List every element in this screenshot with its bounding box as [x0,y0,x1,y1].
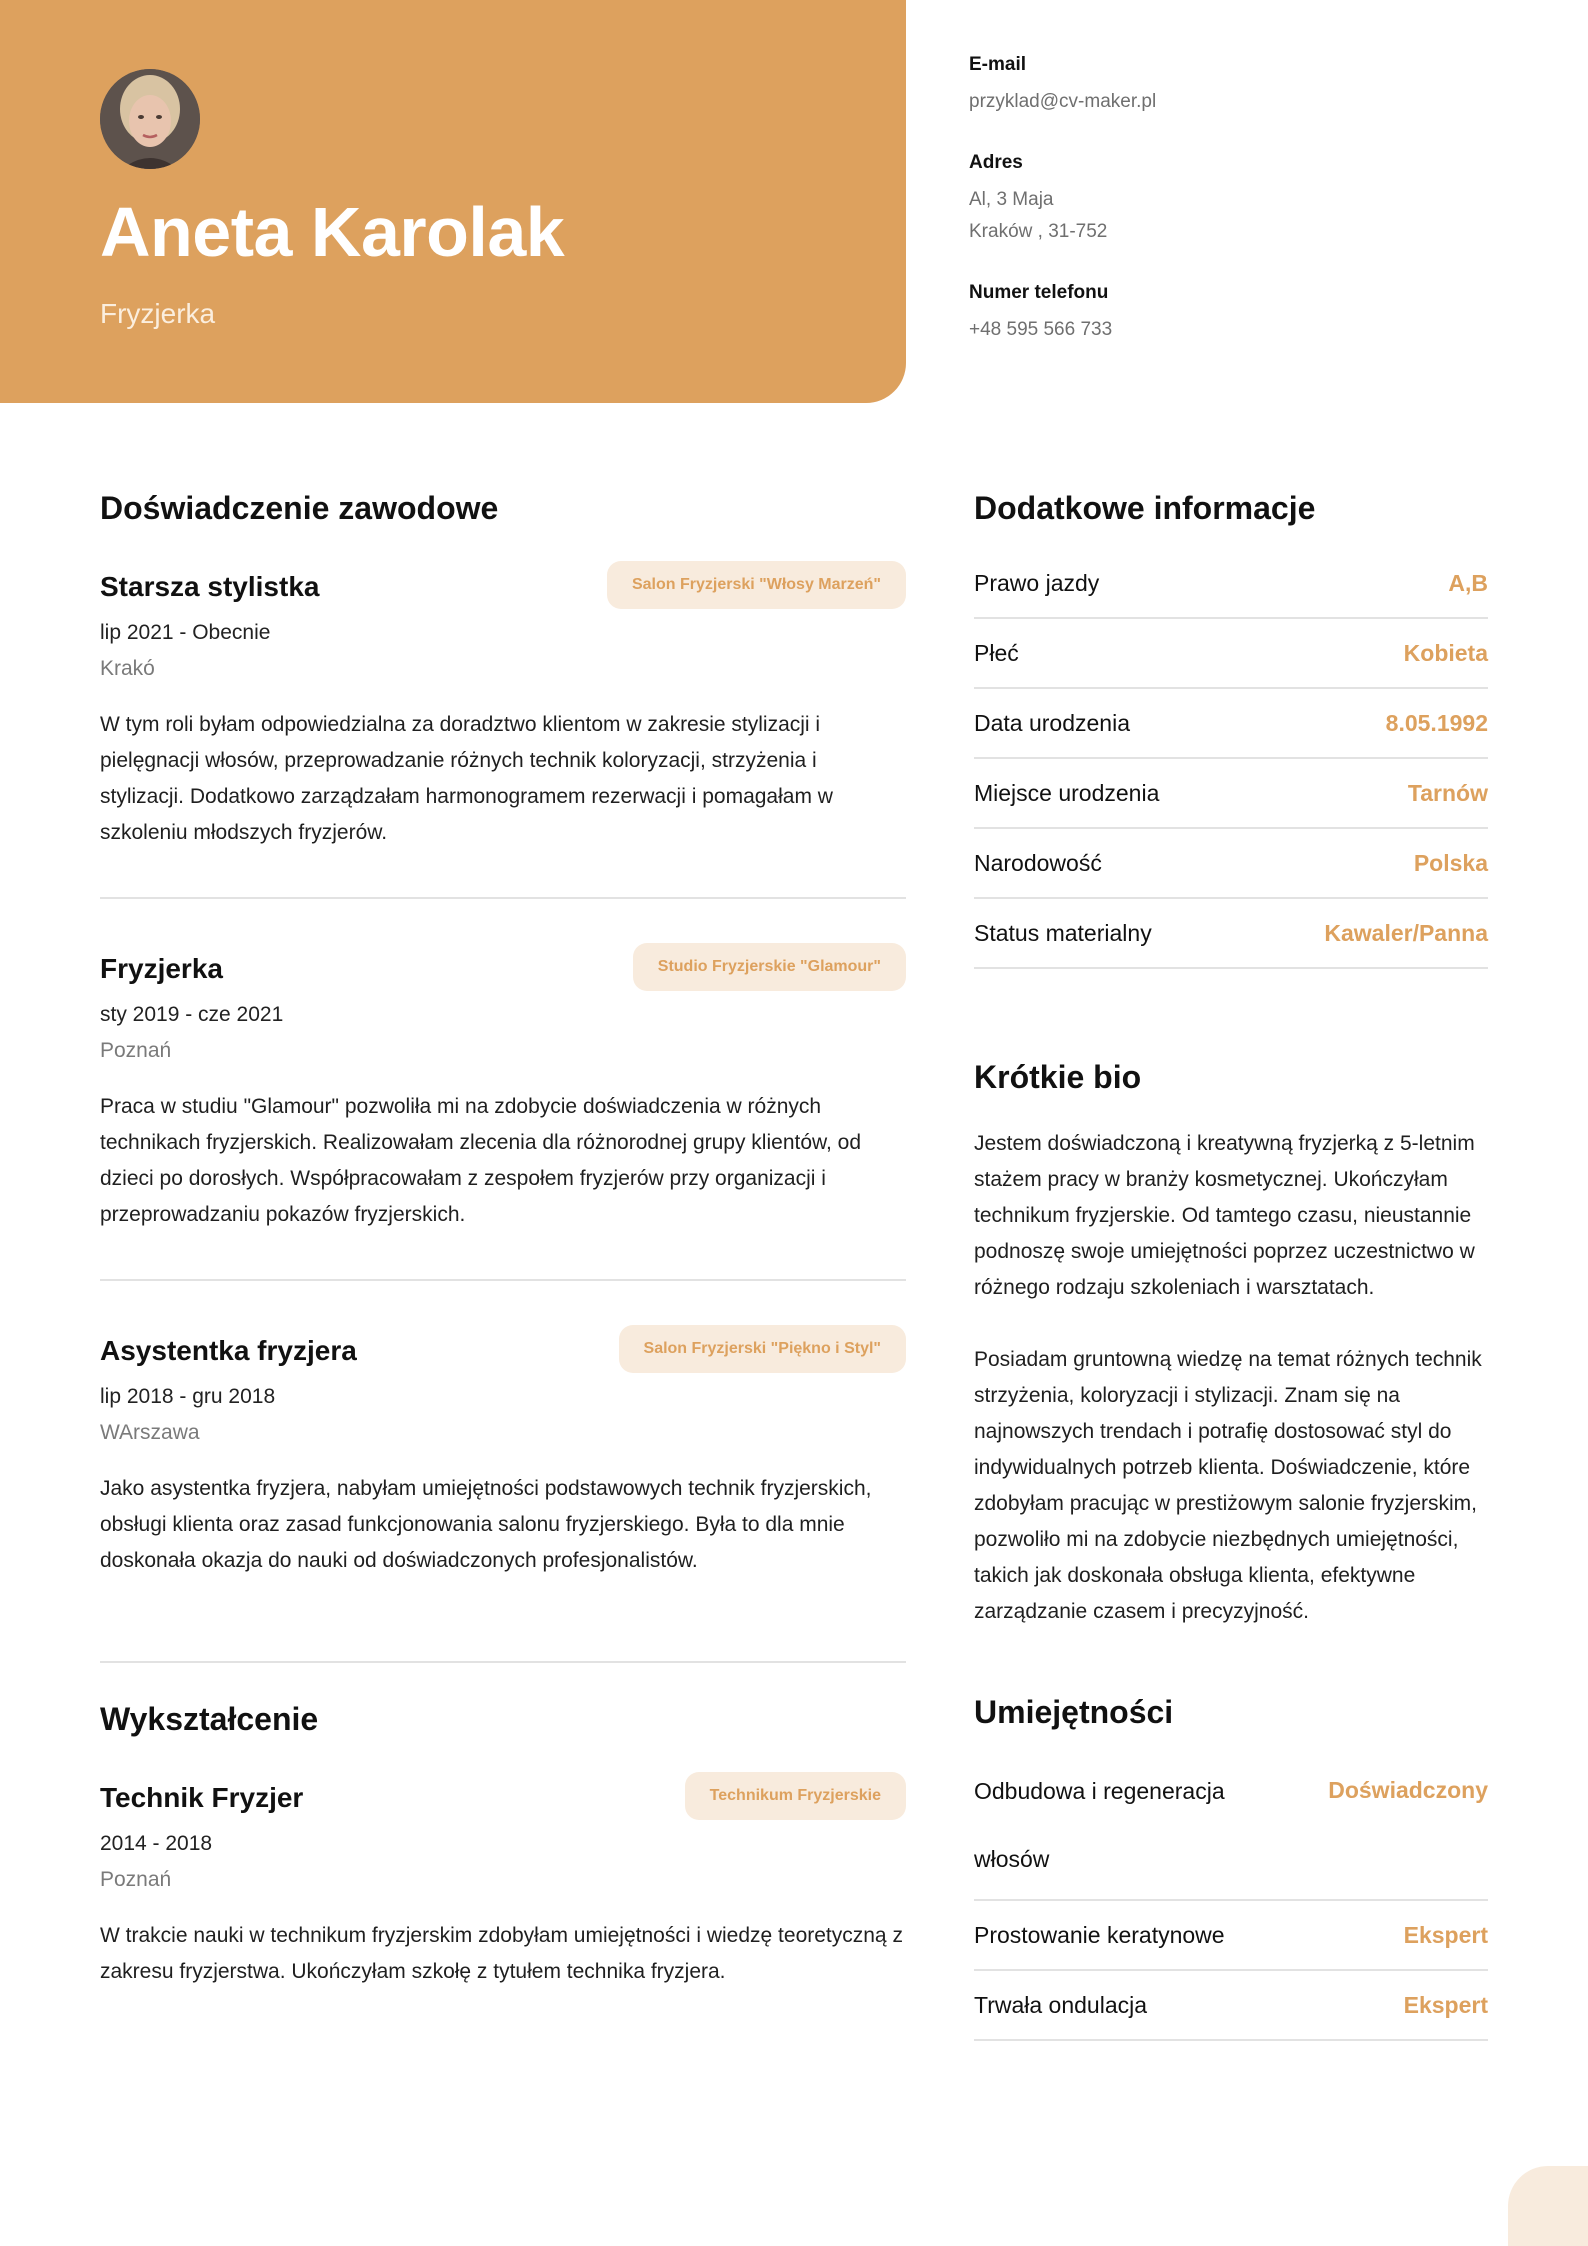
right-column [974,490,1488,2041]
info-value: A,B [1448,569,1488,596]
company-badge: Salon Fryzjerski "Piękno i Styl" [619,1325,906,1373]
company-badge: Studio Fryzjerskie "Glamour" [633,943,906,991]
info-key: Miejsce urodzenia [974,779,1160,806]
divider [100,1661,906,1663]
experience-item [100,571,906,851]
skill-name: Prostowanie keratynowe [974,1921,1225,1948]
bio-text [974,1126,1488,1630]
bio-heading: Krótkie bio [974,1059,1142,1095]
divider [100,1279,906,1281]
phone-label: Numer telefonu [969,282,1109,303]
info-key: Narodowość [974,849,1102,876]
experience-heading: Doświadczenie zawodowe [100,490,499,526]
job-dates: lip 2021 - Obecnie [100,621,271,644]
info-key: Data urodzenia [974,709,1130,736]
info-value: Kawaler/Panna [1324,919,1488,946]
contact-block [969,54,1529,380]
info-key: Płeć [974,639,1019,666]
info-value: 8.05.1992 [1385,709,1488,736]
info-row [974,759,1488,829]
skill-level: Ekspert [1403,1991,1488,2018]
skill-level: Doświadczony [1328,1777,1488,1803]
address-line-2: Kraków , 31-752 [969,221,1108,242]
info-value: Polska [1413,849,1488,876]
corner-decoration [1508,2166,1588,2246]
skill-row [974,1901,1488,1971]
experience-item [100,953,906,1233]
email-value[interactable]: przyklad@cv-maker.pl [969,91,1157,112]
address-label: Adres [969,152,1023,173]
education-heading: Wykształcenie [100,1701,319,1737]
skill-row [974,1971,1488,2041]
job-title: Fryzjerka [100,953,223,984]
job-description: W tym roli byłam odpowiedzialna za doradztwo klientom w zakresie stylizacji i pielęgnacji włosów, przeprowadzanie różnych technik koloryzacji, strzyżenia i stylizacji. Dodatkowo zarządzałam harmonogramem rezerwacji i pomagałam w szkoleniu młodszych fryzjerów. [100,713,833,844]
job-title: Starsza stylistka [100,571,320,602]
skills-list [974,1753,1488,2041]
info-row [974,899,1488,969]
info-row [974,689,1488,759]
info-key: Prawo jazdy [974,569,1100,596]
phone-value[interactable]: +48 595 566 733 [969,319,1113,340]
education-title: Technik Fryzjer [100,1782,304,1813]
job-dates: lip 2018 - gru 2018 [100,1385,276,1408]
info-value: Tarnów [1407,779,1488,806]
contact-email [969,54,1529,118]
header-banner [0,0,906,403]
job-title: Asystentka fryzjera [100,1335,357,1366]
education-location: Poznań [100,1868,172,1891]
additional-info-heading: Dodatkowe informacje [974,490,1316,526]
divider [100,897,906,899]
education-item [100,1782,906,1990]
person-job-title: Fryzjerka [100,298,216,329]
school-badge: Technikum Fryzjerskie [685,1772,906,1820]
skills-heading: Umiejętności [974,1694,1174,1730]
education-description: W trakcie nauki w technikum fryzjerskim zdobyłam umiejętności i wiedzę teoretyczną z zakresu fryzjerstwa. Ukończyłam szkołę z tytułem technika fryzjera. [100,1924,903,1983]
company-badge: Salon Fryzjerski "Włosy Marzeń" [607,561,906,609]
job-location: WArszawa [100,1421,200,1444]
left-column [100,490,906,1990]
person-name: Aneta Karolak [100,193,565,271]
info-row [974,829,1488,899]
info-value: Kobieta [1403,639,1488,666]
job-dates: sty 2019 - cze 2021 [100,1003,284,1026]
contact-phone [969,282,1529,346]
avatar-portrait-icon [100,69,200,169]
info-row [974,549,1488,619]
contact-address [969,152,1529,248]
job-description: Jako asystentka fryzjera, nabyłam umiejętności podstawowych technik fryzjerskich, obsługi klienta oraz zasad funkcjonowania salonu fryzjerskiego. Była to dla mnie doskonała okazja do nauki od doświadczonych profesjonalistów. [100,1477,872,1572]
job-description: Praca w studiu "Glamour" pozwoliła mi na zdobycie doświadczenia w różnych technikach fryzjerskich. Realizowałam zlecenia dla różnorodnej grupy klientów, od dzieci po dorosłych. Współpracowałam z zespołem fryzjerów przy organizacji i przeprowadzaniu pokazów fryzjerskich. [100,1095,862,1226]
info-key: Status materialny [974,919,1152,946]
bio-paragraph: Jestem doświadczoną i kreatywną fryzjerką z 5-letnim stażem pracy w branży kosmetycznej. Ukończyłam technikum fryzjerskie. Od tamtego czasu, nieustannie podnoszę swoje umiejętności poprzez uczestnictwo w różnego rodzaju szkoleniach i warsztatach. [974,1132,1475,1299]
info-row [974,619,1488,689]
skill-name: Trwała ondulacja [974,1991,1148,2018]
email-label: E-mail [969,54,1027,75]
job-location: Poznań [100,1039,172,1062]
skill-row [974,1753,1488,1901]
address-line-1: Al, 3 Maja [969,189,1054,210]
experience-item [100,1335,906,1579]
bio-paragraph: Posiadam gruntowną wiedzę na temat różnych technik strzyżenia, koloryzacji i stylizacji. Znam się na najnowszych trendach i potrafię dostosować styl do indywidualnych potrzeb klienta. Doświadczenie, które zdobyłam pracując w prestiżowym salonie fryzjerskim, pozwoliło mi na zdobycie niezbędnych umiejętności, takich jak doskonała obsługa klienta, efektywne zarządzanie czasem i precyzyjność. [974,1348,1482,1623]
skill-level: Ekspert [1403,1921,1488,1948]
skill-name: Odbudowa i regeneracja włosów [974,1778,1225,1872]
additional-info-list [974,549,1488,969]
avatar [100,69,200,169]
job-location: Krakó [100,657,155,680]
education-dates: 2014 - 2018 [100,1832,213,1855]
